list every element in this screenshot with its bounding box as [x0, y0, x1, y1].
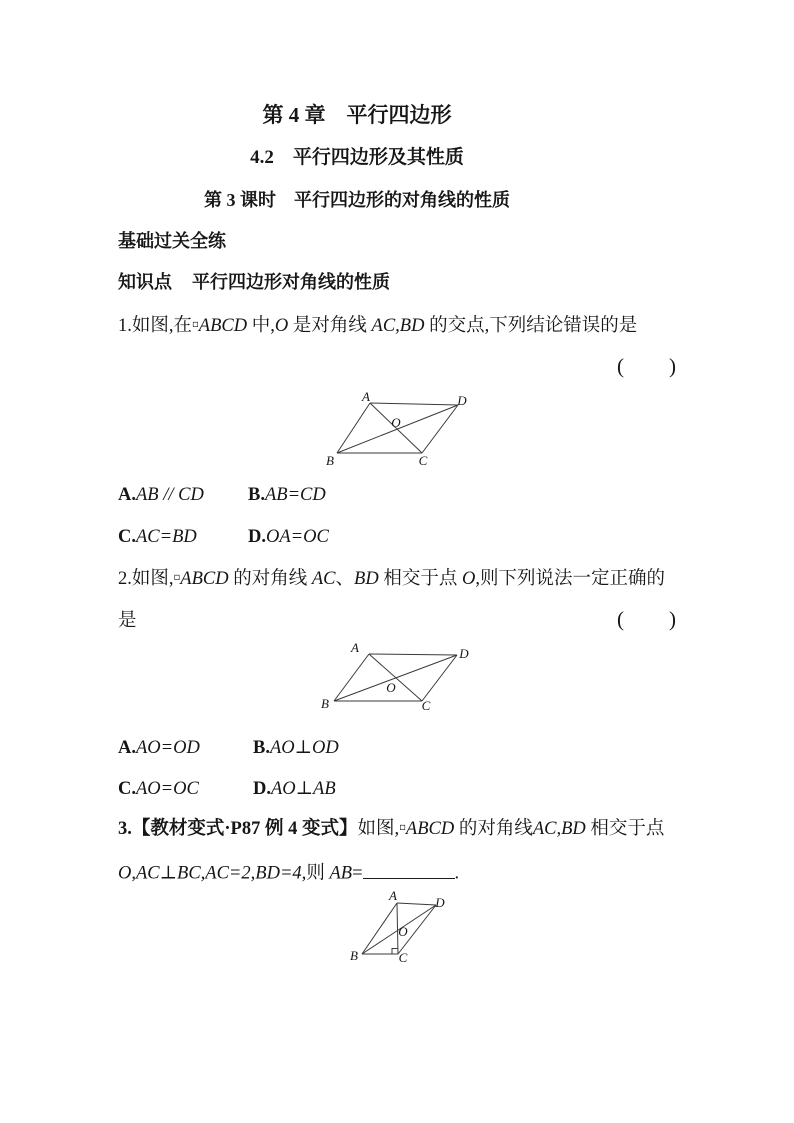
q2-math: BD: [354, 569, 379, 589]
q2-math: AC: [311, 569, 336, 589]
chapter-title: 第 4 章 平行四边形: [262, 103, 452, 127]
parallelogram-icon: ▫: [173, 572, 181, 583]
q1-options-row-1: [118, 484, 326, 506]
center-label-o: O: [391, 415, 401, 430]
option-formula: OA=OC: [266, 527, 329, 547]
q2-options-row-1: [118, 737, 339, 759]
q1-text: 中,: [247, 316, 275, 336]
q1-answer-parens: ( ): [617, 354, 677, 378]
q1-option-b: [248, 485, 326, 505]
question-2-stem: [118, 567, 665, 590]
q1-text: 1.如图,在: [118, 316, 193, 336]
option-letter: D.: [248, 527, 266, 547]
q3-text: 如图,: [357, 819, 400, 839]
option-formula: AC=BD: [136, 527, 197, 547]
knowledge-point-line: [118, 271, 390, 293]
option-formula: AO=OC: [136, 779, 199, 799]
q3-math: ABCD: [405, 819, 455, 839]
q2-math: ABCD: [180, 569, 229, 589]
option-letter: A.: [118, 485, 136, 505]
right-angle-mark: [392, 949, 398, 955]
q2-math: O: [461, 569, 476, 589]
vertex-label-c: C: [418, 453, 428, 468]
q3-source-tag: 3.【教材变式·P87 例 4 变式】: [118, 819, 358, 839]
q3-text: =: [352, 863, 363, 884]
practice-header: 基础过关全练: [118, 231, 226, 251]
q3-text: .: [454, 863, 460, 884]
vertex-label-c: C: [398, 950, 408, 965]
vertex-label-d: D: [435, 895, 445, 910]
vertex-label-c: C: [421, 698, 431, 713]
q1-math: O: [274, 316, 289, 336]
figure-parallelogram-q3: [338, 885, 463, 970]
option-formula: AO⊥AB: [271, 779, 336, 799]
q1-math: ABCD: [198, 316, 248, 336]
option-letter: C.: [118, 527, 136, 547]
vertex-label-a: A: [351, 640, 359, 655]
q1-option-c: [118, 526, 248, 548]
center-label-o: O: [398, 924, 408, 939]
option-formula: AB=CD: [264, 485, 326, 505]
lesson-title: 第 3 课时 平行四边形的对角线的性质: [204, 190, 510, 210]
q1-text: 的交点,下列结论错误的是: [424, 316, 638, 336]
parallelogram-icon: ▫: [192, 319, 199, 330]
q3-text: 相交于点: [585, 819, 665, 839]
q1-option-a: [118, 484, 248, 506]
q2-option-a: [118, 737, 253, 759]
q2-option-b: [253, 738, 339, 758]
q3-math: AC,BD: [532, 819, 586, 839]
q1-math: AC,BD: [371, 316, 425, 336]
vertex-label-d: D: [459, 646, 469, 661]
section-title: 4.2 平行四边形及其性质: [250, 147, 464, 168]
vertex-label-b: B: [326, 453, 334, 468]
vertex-label-a: A: [389, 888, 397, 903]
q1-option-d: [248, 527, 329, 547]
q3-math: O,AC⊥BC,AC=2,BD=4,: [118, 863, 307, 884]
q2-text: 的对角线: [228, 569, 312, 589]
figure-parallelogram-q1: [310, 385, 480, 473]
q2-options-row-2: [118, 778, 336, 800]
question-3-stem-cont: [118, 859, 459, 885]
parallelogram-icon: ▫: [399, 822, 406, 833]
q2-text: 2.如图,: [118, 569, 174, 589]
option-letter: B.: [248, 485, 265, 505]
question-1-stem: [118, 314, 637, 337]
option-formula: AO=OD: [136, 738, 200, 758]
q3-math: AB: [329, 863, 353, 884]
q2-text: ,则下列说法一定正确的: [475, 569, 665, 589]
option-letter: C.: [118, 779, 136, 799]
vertex-label-b: B: [350, 948, 358, 963]
q2-answer-parens: ( ): [617, 607, 677, 631]
figure-parallelogram-q2: [305, 638, 480, 718]
q2-option-d: [253, 779, 336, 799]
q2-option-c: [118, 778, 253, 800]
option-letter: B.: [253, 738, 270, 758]
option-letter: D.: [253, 779, 271, 799]
center-label-o: O: [386, 680, 396, 695]
q3-text: 则: [306, 863, 330, 884]
knowledge-point-title: 平行四边形对角线的性质: [192, 272, 390, 292]
question-3-stem: [118, 817, 664, 840]
q1-text: 是对角线: [288, 316, 372, 336]
vertex-label-a: A: [362, 389, 370, 404]
option-formula: AO⊥OD: [269, 738, 339, 758]
q2-text: 相交于点: [378, 569, 462, 589]
option-formula: AB // CD: [136, 485, 204, 505]
vertex-label-b: B: [321, 696, 329, 711]
q3-text: 的对角线: [454, 819, 533, 839]
q2-text: 、: [335, 569, 355, 589]
question-2-stem-cont: 是: [118, 611, 137, 631]
q1-options-row-2: [118, 526, 329, 548]
knowledge-point-label: 知识点: [118, 272, 172, 292]
option-letter: A.: [118, 738, 136, 758]
vertex-label-d: D: [457, 393, 467, 408]
answer-blank-line: [363, 859, 455, 879]
